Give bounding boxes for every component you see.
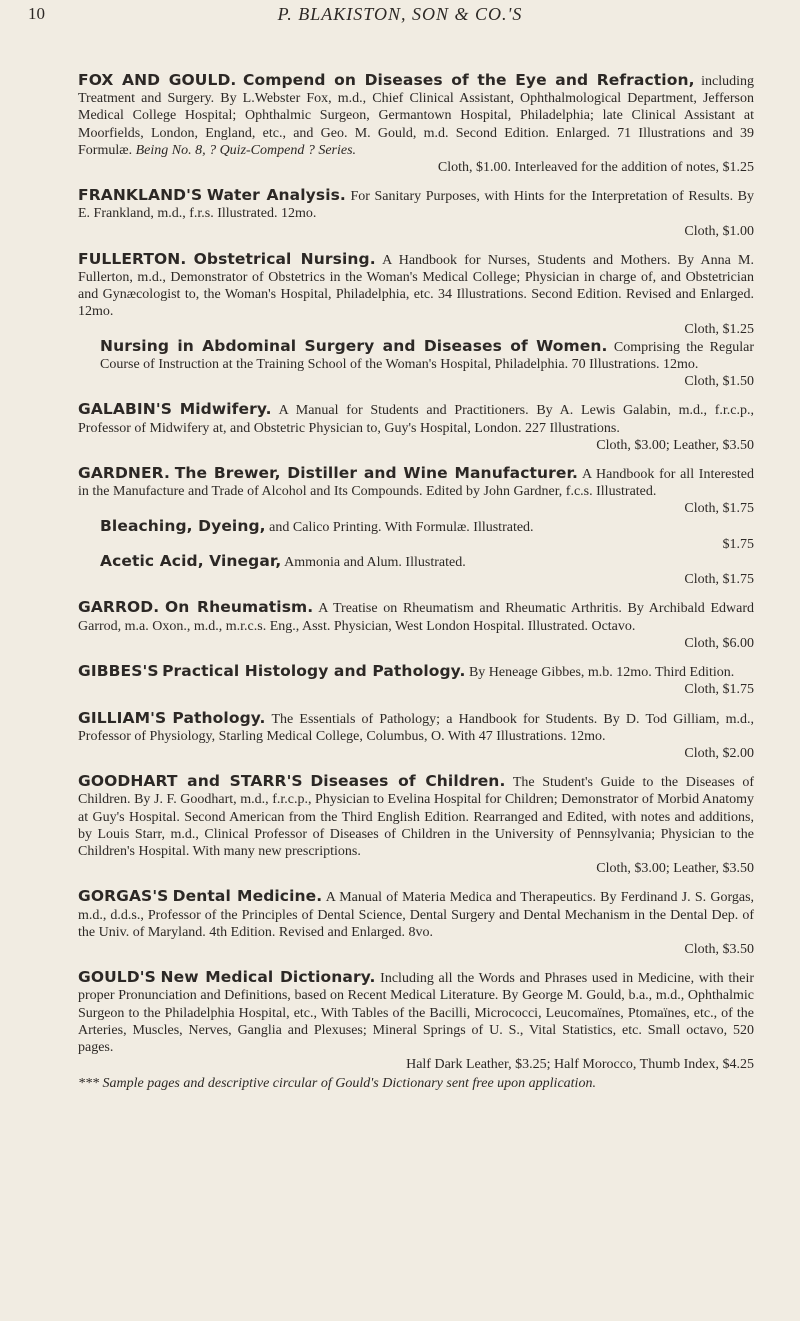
entry-subtitle: Nursing in Abdominal Surgery and Diseases of Women.	[100, 336, 608, 355]
entry-subtitle: Acetic Acid, Vinegar,	[100, 552, 282, 571]
catalog-entries	[78, 72, 754, 1104]
entry-title: On Rheumatism.	[164, 598, 314, 617]
entry-author: GILLIAM'S	[78, 708, 167, 727]
catalog-entry-frankland	[78, 187, 754, 240]
entry-subtitle-block	[78, 518, 754, 553]
catalog-entry-galabin	[78, 401, 754, 454]
page-number: 10	[28, 4, 45, 23]
entry-author: GORGAS'S	[78, 887, 169, 906]
entry-description: A Manual of Materia Medica and Therapeutics. By Ferdinand J. S. Gorgas, m.d., d.d.s., Professor of the Principles of Dental Science, Dental Surgery and Dental Mechanism in the Dental Dep. of the Univ. of Maryland. 4th Edition. Revised and Enlarged. 8vo.	[78, 890, 755, 940]
catalog-entry-gilliam	[78, 710, 754, 763]
entry-price: Cloth, $3.00; Leather, $3.50	[596, 437, 754, 453]
entry-subdescription: Comprising the Regular Course of Instruction at the Training School of the Woman's Hospital, Philadelphia. 70 Illustrations. 12mo.	[100, 339, 754, 373]
running-head: P. BLAKISTON, SON & CO.'S	[277, 4, 523, 24]
entry-description: A Handbook for all Interested in the Manufacture and Trade of Alcohol and Its Compounds. Edited by John Gardner, f.c.s. Illustrated.	[78, 467, 754, 500]
entry-description: A Treatise on Rheumatism and Rheumatic Arthritis. By Archibald Edward Garrod, m.a. Oxon., m.d., m.r.c.s. Eng., Asst. Physician, West London Hospital. Illustrated. Octavo.	[78, 601, 755, 634]
entry-price: Cloth, $1.75	[684, 682, 754, 698]
entry-author: GARROD.	[78, 598, 160, 617]
entry-subprice: $1.75	[722, 536, 754, 552]
entry-subdescription: and Calico Printing. With Formulæ. Illustrated.	[269, 519, 534, 535]
catalog-entry-goodhart-starr	[78, 773, 754, 877]
entry-title: Compend on Diseases of the Eye and Refraction,	[242, 71, 695, 89]
entry-price: Cloth, $1.00. Interleaved for the addition of notes, $1.25	[437, 160, 754, 176]
entry-series: Being No. 8, ? Quiz-Compend ? Series.	[135, 142, 357, 158]
entry-price: Cloth, $1.00	[684, 223, 754, 239]
entry-description: including Treatment and Surgery. By L.Webster Fox, m.d., Chief Clinical Assistant, Ophthalmological Department, Jefferson Medical College Hospital; Ophthalmic Surgeon, Germantown Hospital, Philadelphia; late Clinical Assistant at Moorfields, London, England, etc., and Geo. M. Gould, m.d. Second Edition. Enlarged. 71 Illustrations and 39 Formulæ.	[78, 74, 755, 158]
entry-title: Diseases of Children.	[310, 772, 506, 791]
entry-author: FULLERTON.	[78, 249, 187, 268]
entry-price: Cloth, $1.75	[684, 501, 754, 517]
entry-subprice: Cloth, $1.50	[684, 374, 754, 390]
entry-title: Dental Medicine.	[172, 887, 323, 906]
entry-subtitle: Bleaching, Dyeing,	[100, 516, 266, 535]
entry-price: Cloth, $2.00	[684, 745, 754, 761]
entry-author: FOX AND GOULD.	[78, 71, 237, 89]
entry-author: GIBBES'S	[78, 662, 159, 681]
catalog-entry-fox-gould	[78, 72, 754, 176]
entry-description: By Heneage Gibbes, m.b. 12mo. Third Edition.	[468, 665, 735, 681]
entry-author: GARDNER.	[78, 464, 170, 483]
entry-price: Cloth, $6.00	[684, 635, 754, 651]
page-header	[0, 0, 800, 60]
catalog-entry-gardner	[78, 465, 754, 588]
entry-price: Cloth, $1.25	[684, 321, 754, 337]
catalog-entry-fullerton	[78, 251, 754, 391]
entry-note: *** Sample pages and descriptive circular of Gould's Dictionary sent free upon application.	[78, 1076, 596, 1092]
catalog-entry-gibbes	[78, 663, 754, 698]
entry-subtitle-block	[78, 553, 754, 588]
entry-description: The Student's Guide to the Diseases of Children. By J. F. Goodhart, m.d., f.r.c.p., Physician to Evelina Hospital for Children; Demonstrator of Morbid Anatomy at Guy's Hospital. Second American from the Third English Edition. Rearranged and Edited, with notes and additions, by Louis Starr, m.d., Clinical Professor of Diseases of Children in the University of Pennsylvania; Physician to the Children's Hospital. With many new prescriptions.	[78, 775, 755, 859]
catalog-entry-gould	[78, 969, 754, 1092]
entry-author: GOULD'S	[78, 968, 156, 987]
entry-description: Including all the Words and Phrases used in Medicine, with their proper Pronunciation and Definitions, based on Recent Medical Literature. By George M. Gould, b.a., m.d., Ophthalmic Surgeon to the Philadelphia Hospital, etc., With Tables of the Bacilli, Micrococci, Leucomaïnes, Ptomaïnes, etc., of the Arteries, Muscles, Nerves, Ganglia and Plexuses; Mineral Springs of U. S., Vital Statistics, etc. Small octavo, 520 pages.	[78, 971, 755, 1055]
catalog-entry-gorgas	[78, 888, 754, 958]
entry-description: A Handbook for Nurses, Students and Mothers. By Anna M. Fullerton, m.d., Demonstrator of Obstetrics in the Woman's Medical College; Physician in charge of, and Obstetrician and Gynæcologist to, the Woman's Hospital, Philadelphia, etc. 34 Illustrations. Second Edition. Revised and Enlarged. 12mo.	[78, 252, 755, 320]
entry-description: A Manual for Students and Practitioners. By A. Lewis Galabin, m.d., f.r.c.p., Professor of Midwifery at, and Obstetric Physician to, Guy's Hospital, London. 227 Illustrations.	[78, 403, 755, 436]
entry-price: Cloth, $3.50	[684, 941, 754, 957]
catalog-entry-garrod	[78, 599, 754, 652]
entry-title: Pathology.	[172, 708, 266, 727]
entry-subtitle-block	[78, 338, 754, 391]
entry-description: For Sanitary Purposes, with Hints for the Interpretation of Results. By E. Frankland, m.d., f.r.s. Illustrated. 12mo.	[78, 189, 755, 222]
entry-author: GALABIN'S	[78, 400, 172, 419]
entry-author: GOODHART and STARR'S	[78, 772, 303, 791]
entry-price: Cloth, $3.00; Leather, $3.50	[596, 861, 754, 877]
entry-title: New Medical Dictionary.	[160, 968, 376, 987]
entry-title: Obstetrical Nursing.	[193, 249, 376, 268]
entry-title: The Brewer, Distiller and Wine Manufacturer.	[174, 464, 579, 483]
entry-title: Water Analysis.	[206, 186, 346, 205]
entry-subdescription: Ammonia and Alum. Illustrated.	[284, 555, 466, 571]
entry-price: Half Dark Leather, $3.25; Half Morocco, Thumb Index, $4.25	[406, 1057, 754, 1073]
entry-author: FRANKLAND'S	[78, 186, 203, 205]
entry-subprice: Cloth, $1.75	[684, 572, 754, 588]
entry-title: Midwifery.	[179, 400, 272, 419]
entry-title: Practical Histology and Pathology.	[162, 662, 466, 681]
entry-description: The Essentials of Pathology; a Handbook for Students. By D. Tod Gilliam, m.d., Professor of Physiology, Starling Medical College, Columbus, O. With 47 Illustrations. 12mo.	[78, 711, 755, 744]
